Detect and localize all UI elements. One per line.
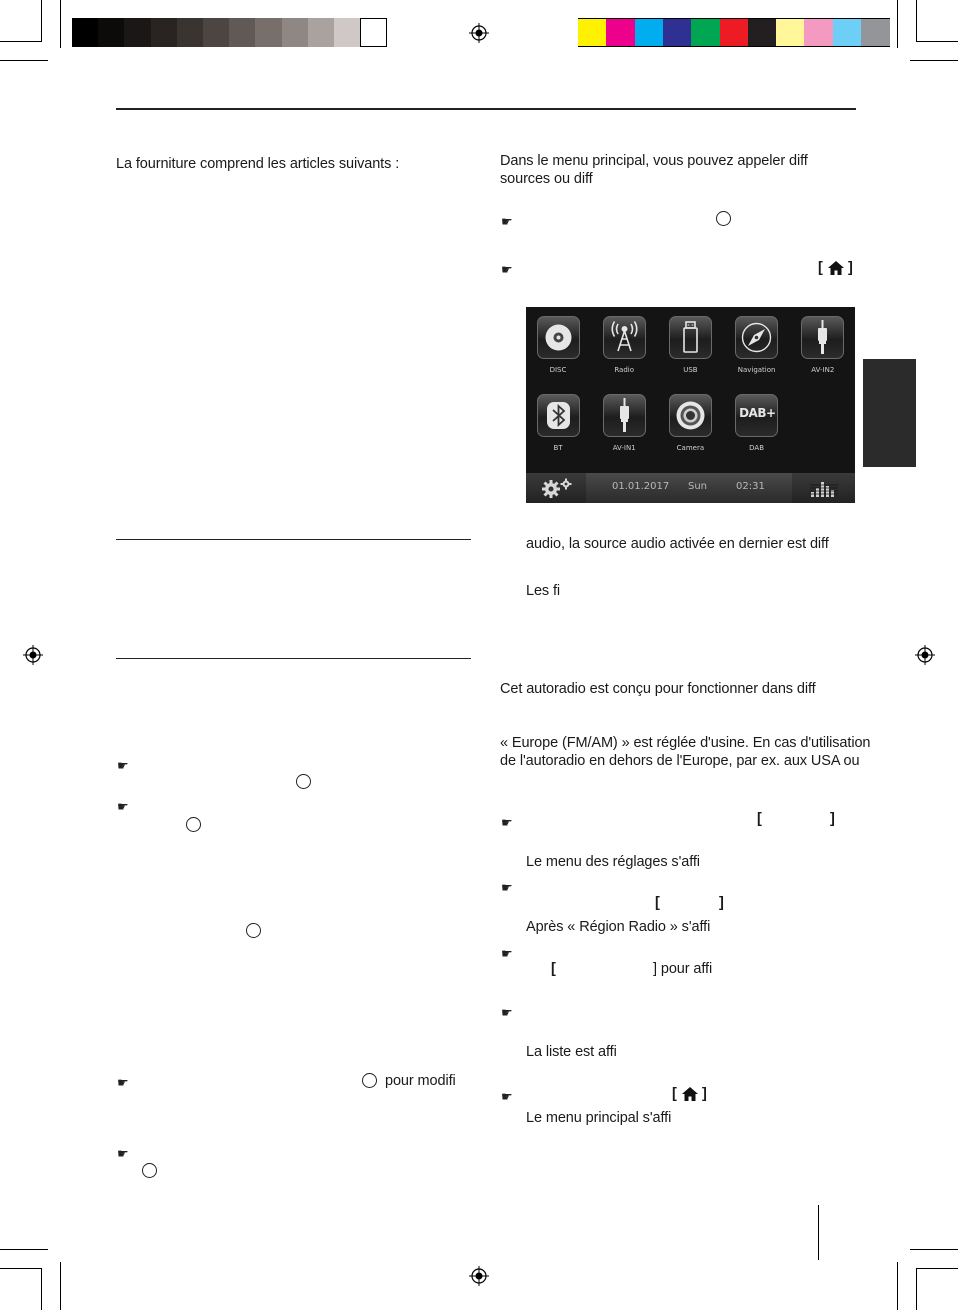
- home-bracket-open: [: [818, 260, 823, 276]
- pointing-hand-icon: ☛: [117, 799, 129, 814]
- av-plug-icon: [801, 316, 844, 359]
- gray-swatch: [282, 18, 309, 47]
- caption-line1: audio, la source audio activée en dernier est diff: [526, 536, 829, 552]
- app-av-in2[interactable]: [793, 316, 853, 374]
- radio-tower-icon: [603, 316, 646, 359]
- status-day: Sun: [688, 481, 708, 492]
- home-bracket-close: ]: [702, 1086, 707, 1102]
- bluetooth-icon: [537, 394, 580, 437]
- app-navigation[interactable]: [727, 316, 787, 374]
- color-swatch: [606, 18, 635, 47]
- registration-mark-icon: [23, 645, 43, 665]
- gray-swatch: [334, 18, 361, 47]
- bracket-open: [: [757, 811, 762, 827]
- bracket-open: [: [551, 961, 556, 977]
- pointing-hand-icon: ☛: [501, 262, 513, 277]
- callout-circle-icon: [296, 774, 311, 789]
- dab-logo-text: DAB+: [739, 406, 776, 420]
- app-label: USB: [683, 366, 698, 374]
- pointing-hand-icon: ☛: [117, 1146, 129, 1161]
- bracket-close: ]: [830, 811, 835, 827]
- main-menu-screenshot: [526, 307, 855, 503]
- callout-circle-icon: [142, 1163, 157, 1178]
- main-menu-intro-line2: sources ou diff: [500, 171, 593, 187]
- chapter-side-tab: [863, 359, 916, 467]
- list-display-text: La liste est affi: [526, 1044, 617, 1060]
- color-swatch: [663, 18, 692, 47]
- app-radio[interactable]: [594, 316, 654, 374]
- app-camera[interactable]: [660, 394, 720, 452]
- registration-mark-icon: [469, 23, 489, 43]
- crop-mark: [897, 0, 898, 48]
- crop-mark: [60, 0, 61, 48]
- gray-swatch: [308, 18, 335, 47]
- crop-mark: [916, 1268, 958, 1269]
- color-swatch: [776, 18, 805, 47]
- region-line2: « Europe (FM/AM) » est réglée d'usine. En cas d'utilisation: [500, 735, 871, 751]
- section-rule: [116, 539, 471, 540]
- compass-icon: [735, 316, 778, 359]
- gray-swatch: [72, 18, 99, 47]
- callout-circle-icon: [246, 923, 261, 938]
- home-icon: [681, 1086, 699, 1102]
- header-rule: [116, 108, 856, 110]
- app-label: Navigation: [737, 366, 776, 374]
- app-dab[interactable]: [727, 394, 787, 452]
- page-number-divider: [818, 1205, 819, 1260]
- settings-gear-icon[interactable]: [540, 478, 574, 498]
- av-plug-icon: [603, 394, 646, 437]
- color-swatch: [635, 18, 664, 47]
- region-line3: de l'autoradio en dehors de l'Europe, par ex. aux USA ou: [500, 753, 860, 769]
- pointing-hand-icon: ☛: [501, 880, 513, 895]
- app-disc[interactable]: [528, 316, 588, 374]
- section-rule: [116, 658, 471, 659]
- pointing-hand-icon: ☛: [501, 815, 513, 830]
- color-swatch: [720, 18, 749, 47]
- registration-mark-icon: [469, 1266, 489, 1286]
- crop-mark: [0, 1268, 42, 1269]
- gray-swatch: [151, 18, 178, 47]
- home-bracket-close: ]: [848, 260, 853, 276]
- home-bracket-open: [: [672, 1086, 677, 1102]
- color-swatch: [833, 18, 862, 47]
- home-icon: [827, 260, 845, 276]
- pointing-hand-icon: ☛: [501, 1089, 513, 1104]
- crop-mark: [916, 41, 958, 42]
- callout-circle-icon: [362, 1073, 377, 1088]
- crop-mark: [0, 1249, 48, 1250]
- registration-mark-icon: [915, 645, 935, 665]
- app-av-in1[interactable]: [594, 394, 654, 452]
- crop-mark: [910, 1249, 958, 1250]
- usb-icon: [669, 316, 712, 359]
- gray-swatch: [177, 18, 204, 47]
- disc-icon: [537, 316, 580, 359]
- crop-mark: [41, 1268, 42, 1310]
- app-label: AV-IN1: [612, 444, 636, 452]
- gray-swatch: [360, 18, 387, 47]
- crop-mark: [0, 41, 42, 42]
- crop-mark: [41, 0, 42, 42]
- equalizer-icon[interactable]: [810, 478, 838, 498]
- callout-circle-icon: [716, 211, 731, 226]
- app-bt[interactable]: [528, 394, 588, 452]
- status-time: 02:31: [736, 481, 765, 492]
- camera-icon: [669, 394, 712, 437]
- app-usb[interactable]: [660, 316, 720, 374]
- app-label: AV-IN2: [811, 366, 835, 374]
- pointing-hand-icon: ☛: [117, 1075, 129, 1090]
- bracket-open: [: [655, 895, 660, 911]
- pointing-hand-icon: ☛: [501, 214, 513, 229]
- app-label: Camera: [676, 444, 705, 452]
- gray-swatch: [98, 18, 125, 47]
- gray-swatch: [203, 18, 230, 47]
- pointing-hand-icon: ☛: [501, 946, 513, 961]
- modify-text: pour modifi: [385, 1073, 456, 1089]
- app-label: DISC: [549, 366, 567, 374]
- crop-mark: [897, 1262, 898, 1310]
- crop-mark: [916, 0, 917, 42]
- pointing-hand-icon: ☛: [117, 758, 129, 773]
- display-for-text: ] pour affi: [653, 961, 713, 977]
- gray-swatch: [255, 18, 282, 47]
- app-label: DAB: [749, 444, 765, 452]
- crop-mark: [60, 1262, 61, 1310]
- crop-mark: [910, 60, 958, 61]
- bracket-close: ]: [719, 895, 724, 911]
- gray-swatch: [124, 18, 151, 47]
- caption-line2: Les fi: [526, 583, 561, 599]
- color-swatch: [748, 18, 777, 47]
- callout-circle-icon: [186, 817, 201, 832]
- color-swatch: [578, 18, 607, 47]
- settings-menu-text: Le menu des réglages s'affi: [526, 854, 700, 870]
- status-bar: [526, 473, 855, 503]
- crop-mark: [0, 60, 48, 61]
- region-line1: Cet autoradio est conçu pour fonctionner dans diff: [500, 681, 816, 697]
- status-date: 01.01.2017: [612, 481, 670, 492]
- supply-intro: La fourniture comprend les articles suivants :: [116, 156, 400, 172]
- color-swatch: [804, 18, 833, 47]
- main-menu-text: Le menu principal s'affi: [526, 1110, 672, 1126]
- after-region-text: Après « Région Radio » s'affi: [526, 919, 711, 935]
- main-menu-intro-line1: Dans le menu principal, vous pouvez appeler diff: [500, 153, 808, 169]
- app-label: Radio: [614, 366, 635, 374]
- app-label: BT: [553, 444, 563, 452]
- color-swatch: [861, 18, 890, 47]
- pointing-hand-icon: ☛: [501, 1005, 513, 1020]
- dab-icon: [735, 394, 778, 437]
- crop-mark: [916, 1268, 917, 1310]
- color-swatch: [691, 18, 720, 47]
- gray-swatch: [229, 18, 256, 47]
